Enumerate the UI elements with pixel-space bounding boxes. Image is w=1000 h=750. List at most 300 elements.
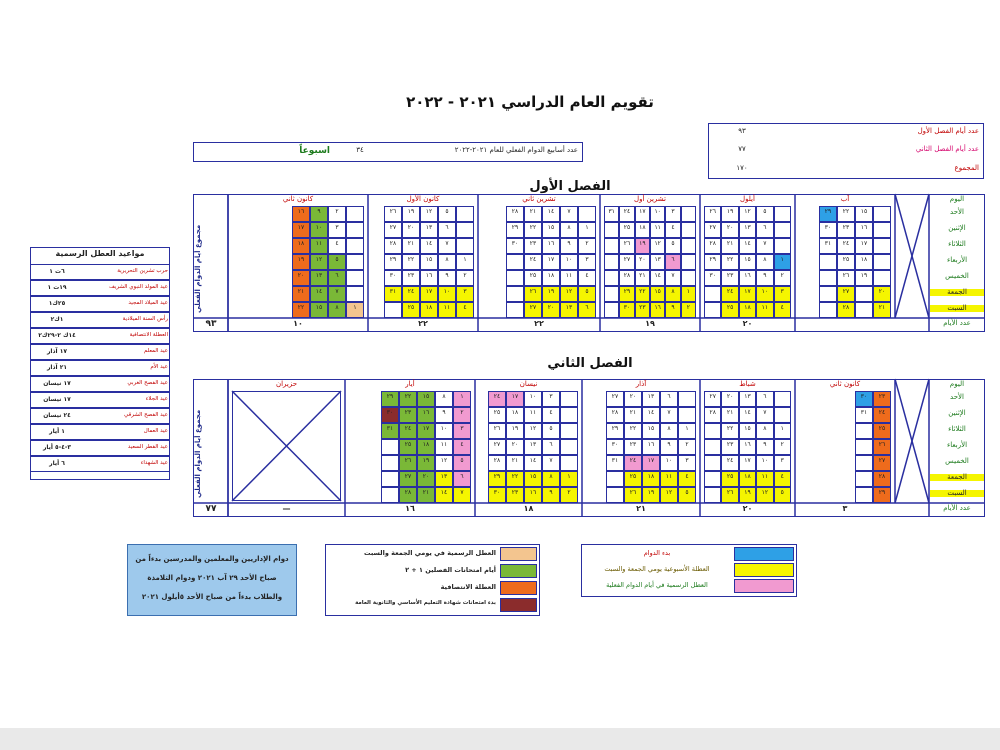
day-cell [560, 423, 578, 439]
day-number: ٢٢ [629, 425, 637, 432]
day-label: الإثنين [948, 224, 966, 232]
day-cell [346, 238, 364, 254]
day-number: ١٠ [565, 256, 573, 263]
legend-mid-3: العطلة الانتصافية [440, 583, 496, 591]
day-number: ٣٠ [386, 409, 394, 416]
day-number: ٧ [671, 272, 675, 279]
day-number: ٩ [317, 208, 321, 215]
day-number: ٢٢ [639, 288, 646, 295]
day-number: ١ [353, 304, 357, 311]
day-cell [346, 286, 364, 302]
day-number: ٨ [442, 393, 446, 400]
day-number: ٢٦ [842, 272, 850, 279]
day-cell [704, 487, 721, 503]
day-number: ١٢ [529, 425, 537, 432]
day-cell [560, 391, 578, 407]
holiday-name: عيد الفصح الشرقي [124, 412, 168, 418]
day-number: ٣٠ [511, 240, 519, 247]
day-cell [819, 286, 837, 302]
day-number: ٢١ [297, 288, 305, 295]
day-number: ٢٨ [404, 489, 412, 496]
day-number: ١٣ [744, 393, 751, 400]
day-cell [774, 222, 791, 238]
holiday-date: ٢٥ك١ [48, 300, 66, 307]
day-number: ١٣ [315, 272, 323, 279]
day-cell [346, 206, 364, 222]
day-number: ٣٠ [709, 272, 716, 279]
day-number: ٢٩ [709, 256, 716, 263]
day-number: ١٢ [654, 240, 661, 247]
day-number: ٢٥ [529, 272, 537, 279]
day-number: ٢٠ [297, 272, 305, 279]
day-number: ١٢ [440, 457, 448, 464]
day-number: ١ [463, 256, 467, 263]
day-number: ١٠ [443, 288, 451, 295]
day-number: ١٥ [315, 304, 323, 311]
day-number: ٢٩ [878, 489, 886, 496]
day-label: عدد الأيام [943, 504, 971, 512]
day-cell [681, 222, 696, 238]
day-cell [384, 302, 402, 318]
sem2-days-label: عدد أيام الفصل الثاني [915, 145, 979, 153]
day-number: ١٩ [647, 489, 655, 496]
day-number: ٨ [671, 288, 675, 295]
day-number: ١٢ [744, 208, 751, 215]
day-number: ١١ [761, 304, 769, 311]
day-number: ٦ [460, 473, 464, 480]
day-number: ٥ [460, 457, 464, 464]
holiday-date: ١ك٢ [50, 316, 64, 323]
day-number: ٢٦ [878, 441, 886, 448]
day-number: ١ [585, 224, 589, 231]
day-number: ٢٤ [726, 288, 734, 295]
day-number: ٢٧ [878, 457, 886, 464]
day-number: ٢٥ [726, 473, 734, 480]
day-number: ٩ [667, 441, 671, 448]
day-number: ١٨ [297, 240, 305, 247]
day-number: ٢٤ [623, 208, 631, 215]
day-number: ١٧ [422, 425, 430, 432]
swatch-certificate-exams [500, 598, 537, 612]
day-number: ٢٣ [529, 240, 537, 247]
day-number: ٢٦ [709, 208, 716, 215]
day-number: ٢٣ [842, 224, 850, 231]
day-number: ١١ [565, 272, 573, 279]
day-number: ٢٤ [529, 256, 537, 263]
day-number: ٢٢ [726, 425, 734, 432]
day-number: ٢٠ [639, 256, 646, 263]
day-number: ١٠ [440, 425, 448, 432]
day-label: الأربعاء [946, 256, 968, 264]
day-number: ١٧ [639, 208, 646, 215]
day-cell [855, 471, 873, 487]
day-number: ١ [460, 393, 464, 400]
day-number: ٢٥ [629, 473, 637, 480]
day-number: ٤ [780, 473, 784, 480]
day-number: ٢٢ [529, 224, 537, 231]
total-label: مجموع أيام الدوام الفعلي [194, 224, 202, 314]
holiday-name: عيد الميلاد المجيد [128, 300, 168, 306]
day-number: ١٦ [547, 240, 555, 247]
holiday-name: عيد الأم [150, 364, 168, 370]
day-cell [346, 270, 364, 286]
day-number: ١ [567, 473, 571, 480]
day-number: ٣١ [389, 288, 397, 295]
month-days-count: ٢١ [636, 504, 646, 513]
day-cell [456, 222, 474, 238]
day-number: ٩ [763, 441, 767, 448]
legend-right-2: العطلة الأسبوعية يومي الجمعة والسبت [604, 565, 710, 573]
day-number: ٢٠ [726, 393, 734, 400]
day-cell [873, 254, 891, 270]
day-number: ١٠ [654, 208, 661, 215]
day-number: ٥ [763, 208, 767, 215]
day-number: ١١ [665, 473, 673, 480]
day-number: ٢٢ [297, 304, 305, 311]
day-number: ١٠ [315, 224, 323, 231]
day-cell [606, 471, 624, 487]
day-label: الأربعاء [946, 441, 968, 449]
page-title: تقويم العام الدراسي ٢٠٢١ - ٢٠٢٢ [406, 93, 654, 111]
day-number: ٢٥ [842, 256, 850, 263]
day-number: ٥ [335, 256, 339, 263]
day-number: ٧ [445, 240, 449, 247]
day-number: ٢ [460, 409, 464, 416]
day-number: ٢٥ [623, 224, 631, 231]
day-cell [346, 222, 364, 238]
month-name: آب [840, 195, 850, 203]
holiday-name: رأس السنة الميلادية [122, 316, 168, 322]
day-number: ١٧ [425, 288, 433, 295]
weeks-label: عدد أسابيع الدوام الفعلي للعام ٢٠٢١-٢٠٢٢ [454, 146, 578, 154]
day-number: ١٥ [529, 473, 537, 480]
holiday-date: ١ أيار [49, 428, 65, 435]
day-number: ٢٦ [529, 288, 537, 295]
day-number: ٧ [549, 457, 553, 464]
day-cell [578, 206, 596, 222]
day-number: ٣١ [386, 425, 394, 432]
day-number: ٢ [686, 304, 690, 311]
day-number: ٢٧ [389, 224, 397, 231]
day-number: ٢١ [422, 489, 430, 496]
day-number: ٩ [442, 409, 446, 416]
month-name: كانون ثاني [282, 195, 314, 203]
day-number: ٣ [549, 393, 553, 400]
day-number: ٢٢ [407, 256, 415, 263]
total-label: مجموع أيام الدوام الفعلي [194, 409, 202, 499]
day-label: الجمعة [930, 289, 984, 296]
day-number: ٢٦ [404, 457, 412, 464]
total-days-label: المجموع [954, 164, 979, 172]
day-number: ٢٤ [842, 240, 850, 247]
day-number: ١٤ [654, 272, 661, 279]
swatch-work-start [734, 547, 794, 561]
day-cell [855, 455, 873, 471]
holidays-title: مواعيد العطل الرسمية [55, 249, 145, 258]
day-number: ١٣ [744, 224, 751, 231]
day-number: ١٣ [440, 473, 448, 480]
day-number: ١٣ [425, 224, 433, 231]
day-cell [873, 270, 891, 286]
day-number: ١٢ [565, 288, 573, 295]
day-cell [678, 391, 696, 407]
semester-total: ٩٣ [205, 319, 217, 329]
day-number: ٣٠ [389, 272, 397, 279]
day-cell [604, 270, 619, 286]
day-number: ٦ [671, 256, 675, 263]
day-number: ٢٠ [629, 393, 637, 400]
day-number: ٢ [567, 489, 571, 496]
month-days-count: ٢٠ [742, 319, 753, 328]
day-number: ٢٦ [629, 489, 637, 496]
holiday-name: عيد المعلم [143, 348, 168, 354]
day-number: ١٨ [744, 304, 751, 311]
day-number: ٢٠ [407, 224, 415, 231]
day-number: ٢٤ [878, 409, 886, 416]
swatch-exams [500, 564, 537, 578]
day-number: ٢٩ [611, 425, 619, 432]
day-number: ٥ [585, 288, 589, 295]
total-days-value: ١٧٠ [736, 164, 748, 172]
day-cell [681, 254, 696, 270]
day-number: ١٢ [315, 256, 323, 263]
day-number: ٣ [780, 457, 784, 464]
day-number: ٢٣ [511, 489, 519, 496]
day-cell [381, 487, 399, 503]
day-number: ٢٥ [726, 304, 734, 311]
day-cell [506, 254, 524, 270]
day-number: ١٥ [654, 288, 661, 295]
day-number: ١٠ [761, 288, 769, 295]
day-cell [774, 238, 791, 254]
month-name: كانون الأول [406, 195, 440, 203]
day-number: ١٨ [511, 409, 519, 416]
month-days-count: ٣ [842, 504, 848, 513]
day-cell [456, 238, 474, 254]
day-number: ٣ [335, 224, 339, 231]
sem1-days-value: ٩٣ [738, 127, 746, 135]
day-number: ٣ [780, 288, 784, 295]
month-name: أيار [405, 380, 415, 388]
holiday-date: ١٩ت ١ [47, 284, 67, 291]
day-number: ١٨ [547, 272, 555, 279]
day-number: ٢١ [726, 409, 734, 416]
day-cell [774, 407, 791, 423]
day-number: ١٦ [744, 441, 751, 448]
empty-month-box [232, 391, 341, 501]
day-number: ٢ [780, 441, 784, 448]
day-number: ١٩ [407, 208, 415, 215]
semester-total: ٧٧ [205, 504, 217, 514]
note-line-2: صباح الأحد ٢٩ آب ٢٠٢١ ودوام التلامذة [147, 574, 277, 582]
day-number: ١٦ [425, 272, 433, 279]
day-number: ٢٠ [726, 224, 734, 231]
holiday-date: ١٧ آذار [46, 348, 68, 355]
day-number: ٣٠ [611, 441, 619, 448]
day-number: ١٥ [647, 425, 655, 432]
day-cell [704, 302, 721, 318]
day-number: ٧ [763, 240, 767, 247]
day-number: ١٩ [860, 272, 868, 279]
day-number: ١٩ [726, 208, 734, 215]
day-number: ٢٢ [842, 208, 850, 215]
holiday-date: ٦ أيار [49, 460, 65, 467]
day-cell [855, 423, 873, 439]
day-number: ١٤ [529, 457, 537, 464]
day-cell [506, 270, 524, 286]
day-number: ٢٧ [709, 393, 716, 400]
month-name: شباط [739, 380, 756, 388]
day-number: ١١ [443, 304, 451, 311]
day-number: ٢٣ [726, 441, 734, 448]
day-number: ١١ [761, 473, 769, 480]
day-number: ٢٤ [407, 288, 415, 295]
sem1-days-label: عدد أيام الفصل الأول [917, 127, 979, 135]
day-number: ٢ [780, 272, 784, 279]
day-cell [681, 238, 696, 254]
day-number: ٣١ [860, 409, 868, 416]
month-name: كانون ثاني [829, 380, 861, 388]
day-number: ١٩ [511, 425, 519, 432]
day-number: ١٣ [654, 256, 661, 263]
day-cell [819, 270, 837, 286]
day-number: ١٥ [860, 208, 868, 215]
day-cell [560, 455, 578, 471]
day-number: ٧ [335, 288, 339, 295]
day-number: ٦ [549, 441, 553, 448]
day-number: ١٩ [547, 288, 555, 295]
day-cell [774, 391, 791, 407]
day-number: ١٢ [665, 489, 673, 496]
day-number: ١ [686, 288, 690, 295]
day-label: الثلاثاء [948, 425, 966, 433]
day-number: ٢٨ [493, 457, 501, 464]
day-number: ٣ [585, 256, 589, 263]
holiday-date: ٢٤ نيسان [43, 412, 71, 419]
day-cell [873, 238, 891, 254]
swatch-holiday-workday [734, 579, 794, 593]
day-number: ٥ [445, 208, 449, 215]
day-cell [604, 254, 619, 270]
day-number: ٨ [667, 425, 671, 432]
day-number: ٢٧ [709, 224, 716, 231]
day-number: ٤ [460, 441, 464, 448]
day-cell [704, 455, 721, 471]
day-number: ٥ [780, 489, 784, 496]
day-number: ١ [685, 425, 689, 432]
day-number: ٢٠ [547, 304, 555, 311]
holiday-name: عيد الفطر السعيد [127, 444, 168, 450]
day-number: ٤ [585, 272, 589, 279]
day-number: ٤ [671, 224, 675, 231]
day-number: ١٨ [422, 441, 430, 448]
day-number: ١ [780, 425, 784, 432]
day-cell [704, 286, 721, 302]
day-number: ٢ [685, 441, 689, 448]
weeks-value: ٣٤ [356, 146, 364, 154]
day-number: ١٨ [647, 473, 655, 480]
day-cell [855, 286, 873, 302]
day-number: ١٤ [547, 208, 555, 215]
legend-right-3: العطل الرسمية في أيام الدوام الفعلية [606, 581, 708, 589]
day-cell [819, 302, 837, 318]
day-number: ٣ [685, 457, 689, 464]
day-number: ٢٨ [623, 272, 631, 279]
month-days-count: ١٠ [293, 319, 303, 328]
day-number: ٢١ [878, 304, 886, 311]
holiday-date: ٢١ آذار [46, 364, 68, 371]
month-name: أيلول [740, 195, 755, 203]
day-number: ١٦ [744, 272, 751, 279]
day-number: ٧ [667, 409, 671, 416]
day-number: ٥ [671, 240, 675, 247]
day-number: ٣ [463, 288, 467, 295]
day-number: ٩ [549, 489, 553, 496]
holiday-name: العطلة الانتصافية [129, 332, 168, 338]
day-number: ٢٩ [824, 208, 832, 215]
day-number: ٢ [463, 272, 467, 279]
day-number: ٦ [335, 272, 339, 279]
month-name: تشرين أول [634, 195, 666, 203]
day-cell [506, 302, 524, 318]
day-label: اليوم [949, 380, 965, 388]
day-cell [678, 407, 696, 423]
day-number: ٢٨ [842, 304, 850, 311]
day-label: الثلاثاء [948, 240, 966, 248]
day-number: ١٠ [529, 393, 537, 400]
swatch-midterm [500, 581, 537, 595]
day-number: ٢٤ [629, 457, 637, 464]
day-cell [855, 302, 873, 318]
day-label: اليوم [949, 195, 965, 203]
day-number: ٢٧ [623, 256, 631, 263]
day-number: ٣٠ [493, 489, 501, 496]
day-number: ١٥ [744, 425, 751, 432]
day-number: ٢٣ [629, 441, 637, 448]
day-cell [381, 439, 399, 455]
day-number: ٦ [585, 304, 589, 311]
day-cell [346, 254, 364, 270]
weeks-unit: اسبوعاً [299, 146, 330, 156]
day-number: ١٣ [647, 393, 655, 400]
day-number: ٨ [763, 425, 767, 432]
day-number: ١٦ [422, 409, 430, 416]
day-cell [819, 254, 837, 270]
day-cell [606, 487, 624, 503]
day-cell [604, 286, 619, 302]
month-days-count: ٢٢ [418, 319, 428, 328]
day-number: ١٧ [297, 224, 305, 231]
day-cell [774, 206, 791, 222]
day-number: ٣٠ [824, 224, 832, 231]
legend-right-1: بدء الدوام [643, 549, 671, 557]
day-number: ١١ [654, 224, 661, 231]
day-cell [560, 439, 578, 455]
day-number: ٣٠ [860, 393, 868, 400]
day-number: ٢ [335, 208, 339, 215]
day-number: ٢٦ [493, 425, 501, 432]
day-number: ٢٥ [404, 441, 412, 448]
day-label: السبت [930, 490, 984, 497]
day-number: ١٤ [425, 240, 433, 247]
day-number: ٣٠ [623, 304, 631, 311]
day-number: ١٧ [860, 240, 868, 247]
day-number: ١٥ [422, 393, 430, 400]
day-number: ١٩ [422, 457, 430, 464]
holiday-date: ٦ت ١ [49, 268, 65, 275]
month-days-count: ١٨ [523, 504, 534, 513]
day-number: ١٦ [529, 489, 537, 496]
